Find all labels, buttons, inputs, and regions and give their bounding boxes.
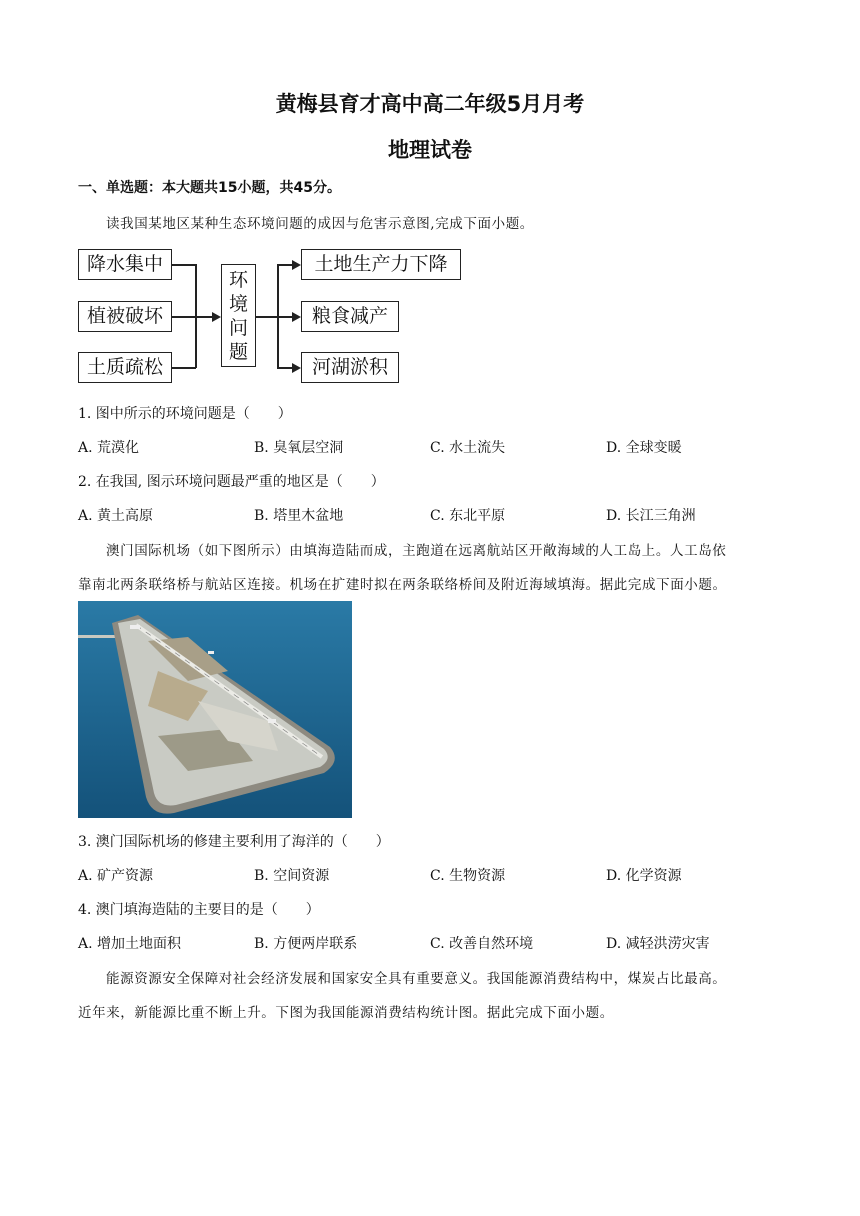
question-3-option-a: A. 矿产资源	[78, 868, 154, 884]
arrow-right-icon	[292, 363, 301, 373]
question-1-stem: 1. 图中所示的环境问题是（ ）	[78, 406, 292, 422]
effect-box-3: 河湖淤积	[301, 352, 399, 383]
question-3-option-b: B. 空间资源	[254, 868, 330, 884]
question-4-stem: 4. 澳门填海造陆的主要目的是（ ）	[78, 902, 320, 918]
question-3-option-d: D. 化学资源	[606, 868, 682, 884]
connector-line	[172, 264, 196, 266]
question-2-stem: 2. 在我国, 图示环境问题最严重的地区是（ ）	[78, 474, 385, 490]
center-char: 境	[228, 293, 248, 315]
arrow-right-icon	[212, 312, 221, 322]
arrow-right-icon	[292, 312, 301, 322]
question-2-option-b: B. 塔里木盆地	[254, 508, 344, 524]
connector-line	[277, 264, 293, 266]
connector-line	[195, 316, 213, 318]
question-2-option-d: D. 长江三角洲	[606, 508, 696, 524]
question-4-option-c: C. 改善自然环境	[430, 936, 534, 952]
effect-box-2: 粮食减产	[301, 301, 399, 332]
connector-line	[277, 316, 293, 318]
intro-paragraph-1: 读我国某地区某种生态环境问题的成因与危害示意图,完成下面小题。	[106, 216, 534, 232]
connector-line	[277, 367, 293, 369]
cause-box-2: 植被破坏	[78, 301, 172, 332]
connector-line	[172, 367, 196, 369]
intro-paragraph-2-line-1: 澳门国际机场（如下图所示）由填海造陆而成，主跑道在远离航站区开敞海域的人工岛上。人工岛依	[106, 543, 727, 559]
macau-airport-photo	[78, 601, 352, 818]
center-char: 环	[228, 269, 248, 291]
cause-box-1: 降水集中	[78, 249, 172, 280]
question-4-option-a: A. 增加土地面积	[78, 936, 182, 952]
question-1-option-d: D. 全球变暖	[606, 440, 682, 456]
question-1-option-a: A. 荒漠化	[78, 440, 140, 456]
effect-box-1: 土地生产力下降	[301, 249, 461, 280]
center-char: 问	[228, 317, 248, 339]
exam-title: 黄梅县育才高中高二年级5月月考	[275, 92, 585, 116]
center-box	[221, 264, 256, 367]
section-heading: 一、单选题：本大题共15小题，共45分。	[78, 180, 341, 196]
question-3-option-c: C. 生物资源	[430, 868, 506, 884]
question-1-option-b: B. 臭氧层空洞	[254, 440, 344, 456]
connector-line	[256, 316, 278, 318]
question-2-option-c: C. 东北平原	[430, 508, 506, 524]
question-2-option-a: A. 黄土高原	[78, 508, 154, 524]
connector-line	[172, 316, 196, 318]
intro-paragraph-2-line-2: 靠南北两条联络桥与航站区连接。机场在扩建时拟在两条联络桥间及附近海域填海。据此完成下面小题。	[78, 577, 727, 593]
intro-paragraph-3-line-1: 能源资源安全保障对社会经济发展和国家安全具有重要意义。我国能源消费结构中，煤炭占比最高。	[106, 971, 727, 987]
exam-subtitle: 地理试卷	[388, 138, 472, 162]
center-char: 题	[228, 341, 248, 363]
question-4-option-b: B. 方便两岸联系	[254, 936, 358, 952]
cause-box-3: 土质疏松	[78, 352, 172, 383]
question-3-stem: 3. 澳门国际机场的修建主要利用了海洋的（ ）	[78, 834, 390, 850]
question-4-option-d: D. 减轻洪涝灾害	[606, 936, 710, 952]
arrow-right-icon	[292, 260, 301, 270]
intro-paragraph-3-line-2: 近年来，新能源比重不断上升。下图为我国能源消费结构统计图。据此完成下面小题。	[78, 1005, 614, 1021]
question-1-option-c: C. 水土流失	[430, 440, 506, 456]
